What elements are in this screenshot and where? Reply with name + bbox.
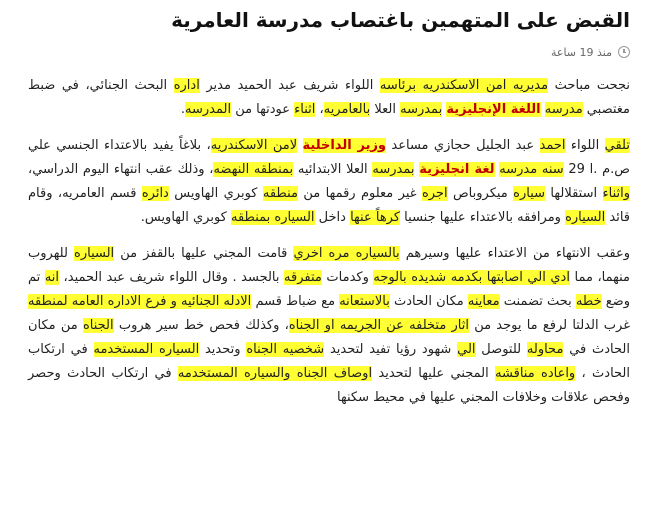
text-segment: اللواء شريف عبد الحميد مدير [199,78,380,93]
text-segment: ميكروباص [447,186,514,201]
text-segment: وعقب الانتهاء من الاعتداء عليها وسيرهم [399,246,630,261]
highlighted-text: بالاستعانه [339,294,390,309]
text-segment: للهروب منهما، مما [28,246,631,285]
highlighted-text: اداره [173,78,200,93]
text-segment: كوبري الهاويس. [140,210,231,225]
text-segment: من مكان الحادث في [28,318,630,357]
highlighted-text: السياره [74,246,115,261]
text-segment: وكدمات [321,270,374,285]
highlighted-text: اوصاف الجناه والسياره المستخدمه [177,366,373,381]
paragraph-3 [28,242,630,410]
text-segment: مكان الحادث [389,294,468,309]
highlighted-text: السياره [565,210,606,225]
highlighted-text: لغة انجليزية [419,162,495,177]
text-segment: تم وضع [28,270,630,309]
text-segment: للتوصل [475,342,527,357]
highlighted-text: سنه مدرسه [499,162,564,177]
highlighted-text: السياره المستخدمه [93,342,200,357]
text-segment: . [180,102,185,117]
highlighted-text: السياره بمنطقه [231,210,315,225]
text-segment: داخل [314,210,351,225]
text-segment: العلا [370,102,401,117]
text-segment: وتحديد [199,342,247,357]
article-body [28,74,630,410]
text-segment: قسم العامريه، وقام قائد [28,186,630,225]
highlighted-text: متفرقه [284,270,322,285]
text-segment: قامت المجني عليها بالقفز من [114,246,294,261]
highlighted-text: خطه [575,294,602,309]
text-segment: مع ضباط قسم [251,294,340,309]
text-segment: اللواء [565,138,605,153]
highlighted-text: ادي الي اصابتها بكدمه شديده بالوجه [373,270,570,285]
highlighted-text: اثار متخلفه عن الجريمه او الجناه [288,318,469,333]
text-segment: العلا الابتدائيه [293,162,373,177]
article-meta [28,44,630,60]
text-segment: ، [315,102,324,117]
highlighted-text: بالعامريه [323,102,371,117]
text-segment: ، وكذلك فحص خط سير هروب [113,318,289,333]
paragraph-2 [28,134,630,230]
text-segment: استقلالها [545,186,603,201]
text-segment: بحث تضمنت [499,294,576,309]
highlighted-text: اجره [421,186,448,201]
highlighted-text: معاينه [467,294,500,309]
text-segment: عودتها من [231,102,295,117]
text-segment: ومرافقه بالاعتداء عليها جنسيا [400,210,566,225]
highlighted-text: شخصيه الجناه [246,342,325,357]
highlighted-text: بمدرسه [400,102,443,117]
highlighted-text: مدرسه [544,102,583,117]
highlighted-text: الجناه [82,318,114,333]
highlighted-text: لامن الاسكندريه [210,138,298,153]
highlighted-text: مديريه امن الاسكندريه برئاسه [379,78,549,93]
text-segment: غير معلوم رقمها من [298,186,422,201]
text-segment: كوبري الهاويس [168,186,263,201]
highlighted-text: بمدرسه [372,162,415,177]
highlighted-text: واعاده مناقشه [495,366,576,381]
text-segment: غرب الدلتا لرفع ما يوجد من [468,318,631,333]
highlighted-text: تلقي [604,138,630,153]
highlighted-text: الي [457,342,476,357]
text-segment: ، بلاغاً يفيد بالاعتداء الجنسي علي ص.م .ا 29 [28,138,630,177]
highlighted-text: منطقه [262,186,298,201]
highlighted-text: الادله الجنائيه و فرع الاداره العامه لمنطقه [28,294,252,309]
highlighted-text: اللغة الإنجليزية [446,102,541,117]
text-segment: عبد الجليل حجازي مساعد [386,138,540,153]
text-segment: ، وذلك عقب انتهاء اليوم الدراسي، [28,162,214,177]
publish-time: منذ 19 ساعة [550,45,612,59]
text-segment: في ارتكاب الحادث ، [28,342,630,381]
highlighted-text: سياره [513,186,546,201]
text-segment: المجني عليها لتحديد [372,366,496,381]
text-segment: في ارتكاب الحادث وحصر وفحص علاقات وخلافات المجني عليها في محيط سكنها [28,366,630,405]
highlighted-text: اثناء [294,102,316,117]
highlighted-text: بالسياره مره اخري [293,246,400,261]
text-segment: نجحت مباحث [548,78,631,93]
clock-icon [618,46,630,58]
article-title: القبض على المتهمين باغتصاب مدرسة العامرية [171,8,630,32]
highlighted-text: محاوله [526,342,564,357]
paragraph-1 [28,74,630,122]
highlighted-text: بمنطقه النهضه [213,162,294,177]
highlighted-text: المدرسه [185,102,232,117]
text-segment: شهود رؤيا تفيد لتحديد [324,342,458,357]
highlighted-text: وزير الداخلية [302,138,387,153]
highlighted-text: كرهاً عنها [350,210,401,225]
text-segment [297,138,302,153]
highlighted-text: انه [44,270,60,285]
text-segment: بالجسد . وقال اللواء شريف عبد الحميد، [59,270,285,285]
highlighted-text: واثناء [602,186,631,201]
highlighted-text: احمد [539,138,566,153]
text-segment: البحث الجنائي، في ضبط مغتصبي [28,78,630,117]
highlighted-text: دائره [141,186,169,201]
